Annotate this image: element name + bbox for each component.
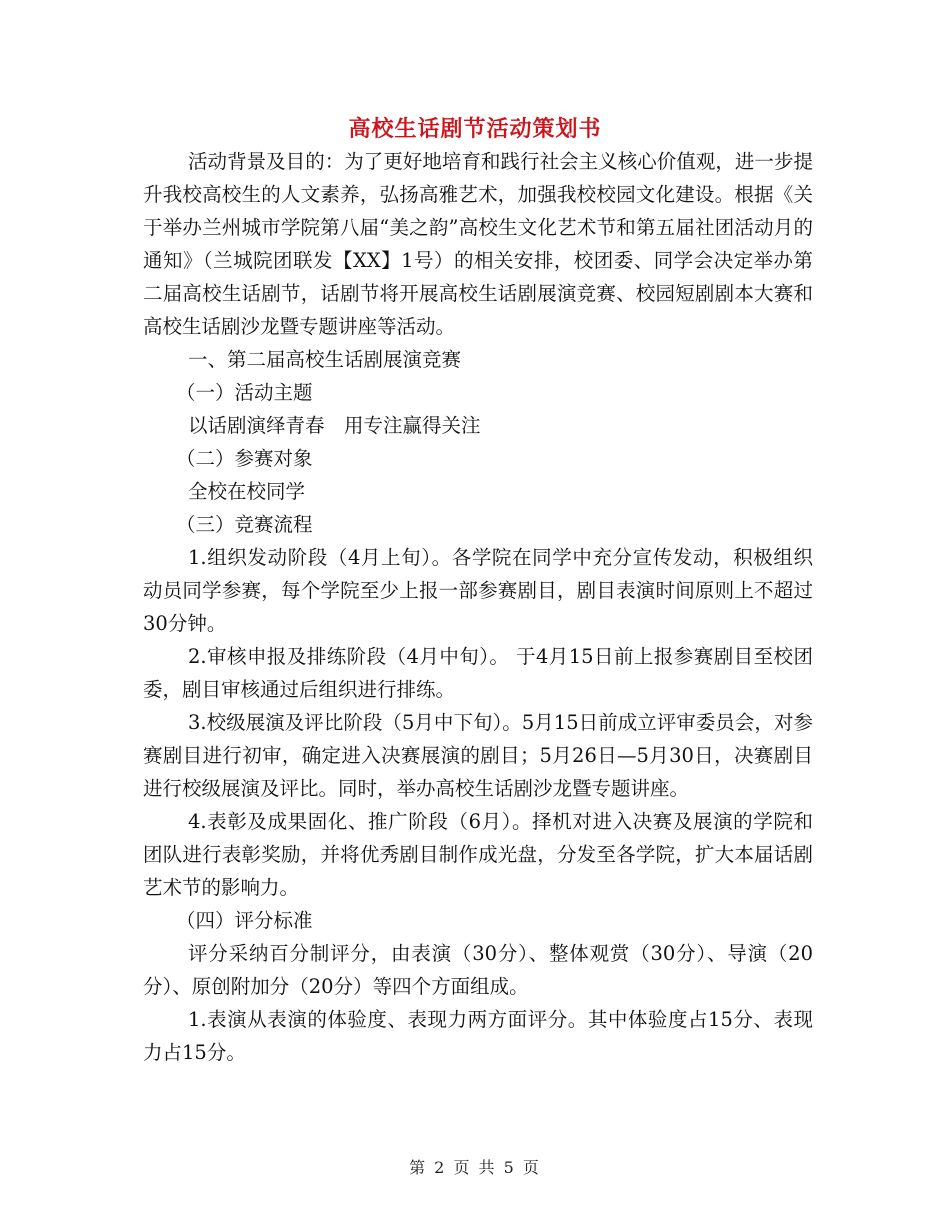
heading-theme: （一）活动主题 — [176, 381, 313, 404]
paragraph-step-3: 3.校级展演及评比阶段（5月中下旬）。5月15日前成立评审委员会，对参赛剧目进行初审，确定进入决赛展演的剧目；5月26日—5月30日，决赛剧目进行校级展演及评比。同时，举办高校生话剧沙龙暨专题讲座。 — [143, 711, 813, 800]
document-body — [143, 145, 813, 1069]
paragraph-scoring-1: 1.表演从表演的体验度、表现力两方面评分。其中体验度占15分、表现力占15分。 — [143, 1008, 813, 1064]
paragraph-participants: 全校在校同学 — [188, 480, 306, 503]
heading-section-1: 一、第二届高校生话剧展演竞赛 — [188, 348, 462, 371]
paragraph-scoring: 评分采纳百分制评分，由表演（30分）、整体观赏（30分）、导演（20分）、原创附加分（20分）等四个方面组成。 — [143, 942, 813, 998]
paragraph-background: 活动背景及目的：为了更好地培育和践行社会主义核心价值观，进一步提升我校高校生的人文素养，弘扬高雅艺术，加强我校校园文化建设。根据《关于举办兰州城市学院第八届“美之韵”高校生文化艺术节和第五届社团活动月的通知》（兰城院团联发【XX】1号）的相关安排，校团委、同学会决定举办第二届高校生话剧节，话剧节将开展高校生话剧展演竞赛、校园短剧剧本大赛和高校生话剧沙龙暨专题讲座等活动。 — [143, 150, 813, 338]
heading-participants: （二）参赛对象 — [176, 447, 313, 470]
paragraph-step-1: 1.组织发动阶段（4月上旬）。各学院在同学中充分宣传发动，积极组织动员同学参赛，每个学院至少上报一部参赛剧目，剧目表演时间原则上不超过30分钟。 — [143, 546, 813, 635]
heading-scoring: （四）评分标准 — [176, 909, 313, 932]
paragraph-step-4: 4.表彰及成果固化、推广阶段（6月）。择机对进入决赛及展演的学院和团队进行表彰奖励，并将优秀剧目制作成光盘，分发至各学院，扩大本届话剧艺术节的影响力。 — [143, 810, 813, 899]
paragraph-step-2: 2.审核申报及排练阶段（4月中旬）。 于4月15日前上报参赛剧目至校团委，剧目审核通过后组织进行排练。 — [143, 645, 813, 701]
heading-process: （三）竞赛流程 — [176, 513, 313, 536]
paragraph-theme: 以话剧演绎青春 用专注赢得关注 — [188, 414, 481, 437]
page-number: 第 2 页 共 5 页 — [409, 1158, 541, 1177]
document-title: 高校生话剧节活动策划书 — [348, 116, 602, 142]
